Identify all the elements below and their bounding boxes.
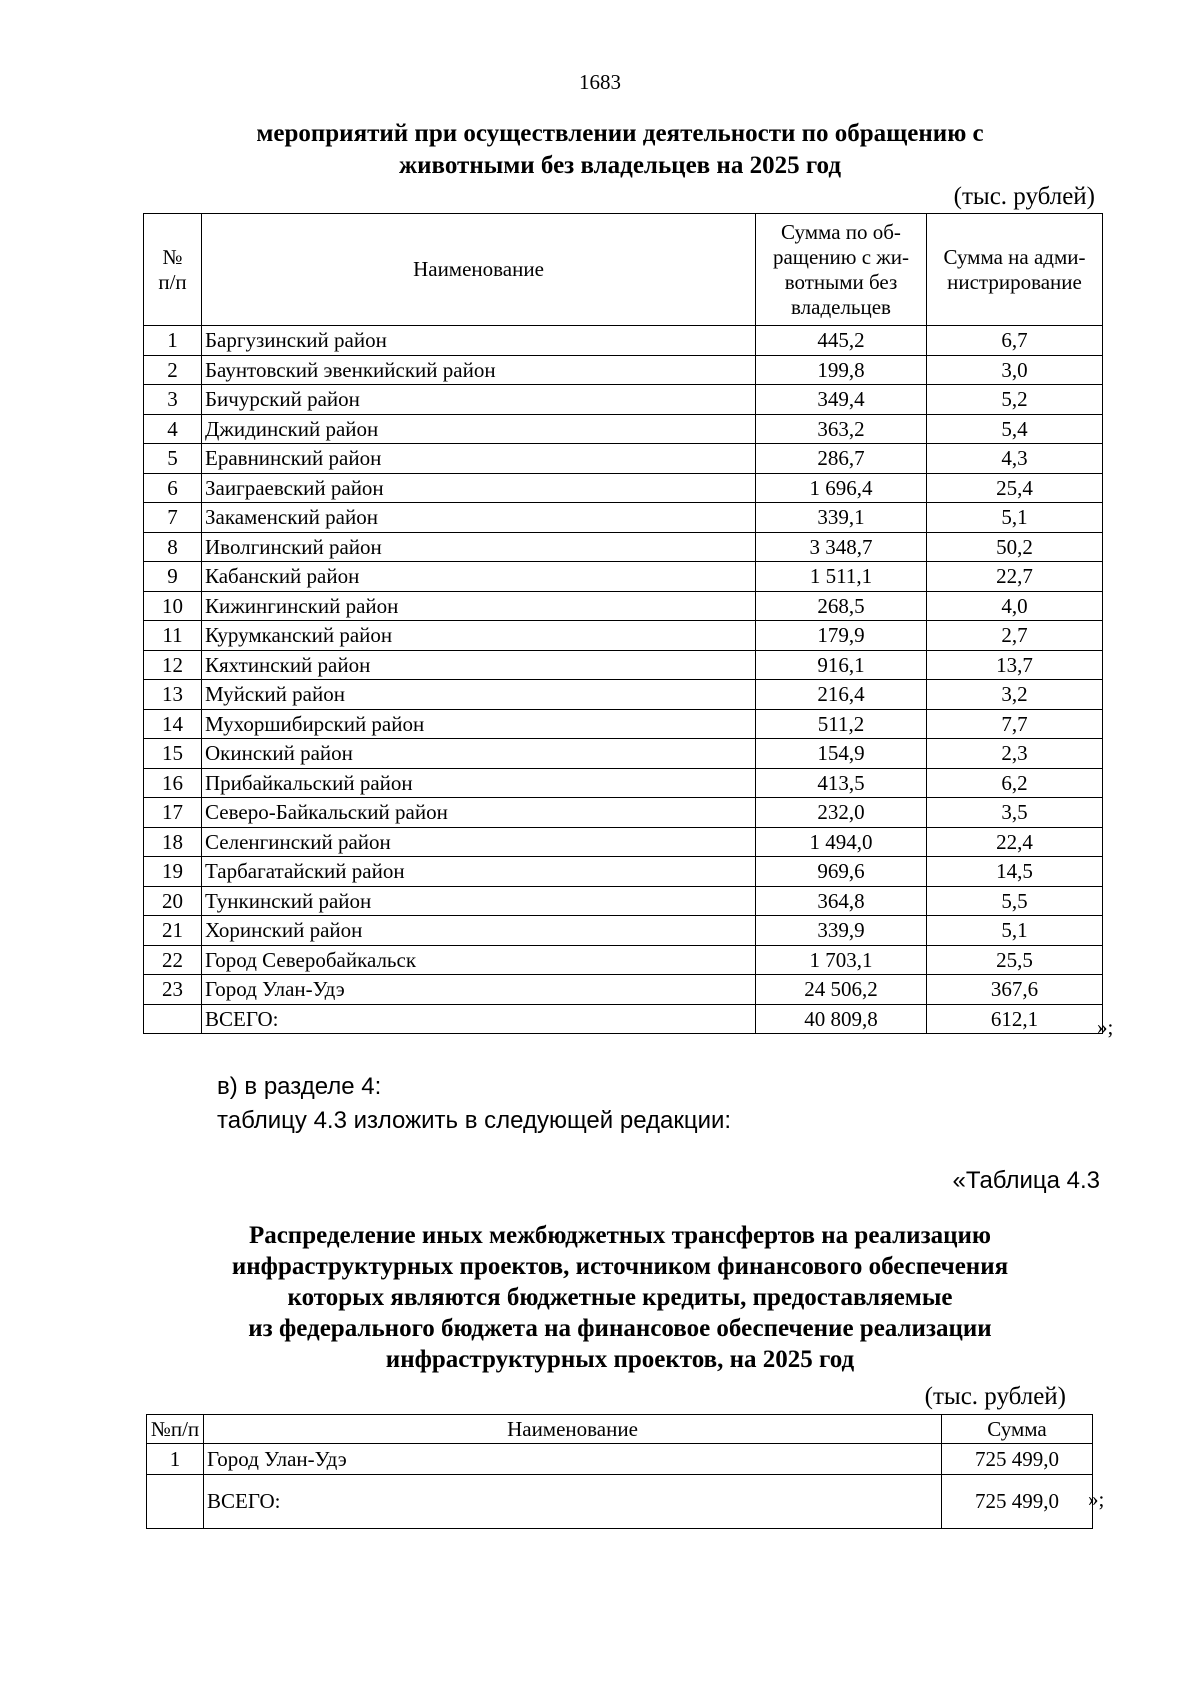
table-row <box>144 621 1103 651</box>
table-row <box>144 326 1103 356</box>
row-admin: 14,5 <box>927 857 1103 887</box>
row-num: 10 <box>144 591 202 621</box>
row-sum: 232,0 <box>756 798 927 828</box>
row-sum: 413,5 <box>756 768 927 798</box>
header-num: № п/п <box>144 214 202 326</box>
table-row <box>144 591 1103 621</box>
row-num: 8 <box>144 532 202 562</box>
row-sum: 511,2 <box>756 709 927 739</box>
row-admin: 5,1 <box>927 503 1103 533</box>
row-sum: 154,9 <box>756 739 927 769</box>
row-sum: 339,9 <box>756 916 927 946</box>
table-row <box>144 975 1103 1005</box>
row-name: Курумканский район <box>202 621 756 651</box>
row-name: Тарбагатайский район <box>202 857 756 887</box>
row-admin: 22,7 <box>927 562 1103 592</box>
row-sum: 725 499,0 <box>942 1444 1093 1475</box>
row-admin: 5,5 <box>927 886 1103 916</box>
row-name: Город Улан-Удэ <box>204 1444 942 1475</box>
row-sum: 179,9 <box>756 621 927 651</box>
row-num: 23 <box>144 975 202 1005</box>
row-admin: 3,5 <box>927 798 1103 828</box>
table-row <box>144 562 1103 592</box>
row-admin: 2,3 <box>927 739 1103 769</box>
row-num: 11 <box>144 621 202 651</box>
row-name: Еравнинский район <box>202 444 756 474</box>
table1-title <box>140 118 1100 182</box>
row-sum: 1 494,0 <box>756 827 927 857</box>
row-num: 12 <box>144 650 202 680</box>
row-name: Баунтовский эвенкийский район <box>202 355 756 385</box>
row-sum: 363,2 <box>756 414 927 444</box>
row-name: Город Северобайкальск <box>202 945 756 975</box>
row-admin: 7,7 <box>927 709 1103 739</box>
table-row <box>144 650 1103 680</box>
paragraph-section: в) в разделе 4: <box>217 1073 382 1100</box>
table2-title-line: из федерального бюджета на финансовое обеспечение реализации <box>248 1315 992 1342</box>
row-num: 5 <box>144 444 202 474</box>
table-row <box>144 768 1103 798</box>
row-num: 16 <box>144 768 202 798</box>
row-num: 3 <box>144 385 202 415</box>
table2-title <box>140 1220 1100 1375</box>
table-row-total <box>144 1004 1103 1034</box>
row-sum: 339,1 <box>756 503 927 533</box>
row-name: Баргузинский район <box>202 326 756 356</box>
row-admin: 13,7 <box>927 650 1103 680</box>
row-name: Северо-Байкальский район <box>202 798 756 828</box>
row-name: Селенгинский район <box>202 827 756 857</box>
row-num: 1 <box>144 326 202 356</box>
row-admin: 3,2 <box>927 680 1103 710</box>
table-row <box>144 886 1103 916</box>
row-name: Джидинский район <box>202 414 756 444</box>
table2-close-quote: »; <box>1088 1487 1105 1511</box>
row-sum: 286,7 <box>756 444 927 474</box>
table1 <box>143 213 1103 1034</box>
row-name: Закаменский район <box>202 503 756 533</box>
table-row <box>144 798 1103 828</box>
row-admin: 6,7 <box>927 326 1103 356</box>
row-name: Город Улан-Удэ <box>202 975 756 1005</box>
row-num: 9 <box>144 562 202 592</box>
table-row <box>144 945 1103 975</box>
row-num: 2 <box>144 355 202 385</box>
row-sum: 3 348,7 <box>756 532 927 562</box>
row-name: Прибайкальский район <box>202 768 756 798</box>
table-row-total <box>147 1475 1093 1529</box>
row-admin: 3,0 <box>927 355 1103 385</box>
row-name: Иволгинский район <box>202 532 756 562</box>
row-num: 13 <box>144 680 202 710</box>
table-row <box>144 355 1103 385</box>
row-sum: 199,8 <box>756 355 927 385</box>
row-sum: 916,1 <box>756 650 927 680</box>
row-sum: 1 703,1 <box>756 945 927 975</box>
row-name: ВСЕГО: <box>202 1004 756 1034</box>
row-num: 14 <box>144 709 202 739</box>
table1-unit: (тыс. рублей) <box>953 183 1095 210</box>
row-sum: 1 696,4 <box>756 473 927 503</box>
row-name: Окинский район <box>202 739 756 769</box>
table-row <box>144 827 1103 857</box>
table-row <box>144 503 1103 533</box>
row-num: 4 <box>144 414 202 444</box>
row-admin: 22,4 <box>927 827 1103 857</box>
table2-title-line: Распределение иных межбюджетных трансфертов на реализацию <box>248 1222 992 1249</box>
row-num: 7 <box>144 503 202 533</box>
page-number: 1683 <box>579 70 621 94</box>
row-num: 17 <box>144 798 202 828</box>
table1-header-row <box>144 214 1103 326</box>
row-admin: 4,3 <box>927 444 1103 474</box>
row-admin: 5,4 <box>927 414 1103 444</box>
table-row <box>144 739 1103 769</box>
table-row <box>144 916 1103 946</box>
row-sum: 445,2 <box>756 326 927 356</box>
header-admin: Сумма на адми- нистрирование <box>927 214 1103 326</box>
row-sum: 1 511,1 <box>756 562 927 592</box>
table1-close-quote: »; <box>1097 1015 1114 1039</box>
row-name: Кабанский район <box>202 562 756 592</box>
row-num: 1 <box>147 1444 204 1475</box>
row-sum: 216,4 <box>756 680 927 710</box>
row-num: 22 <box>144 945 202 975</box>
row-admin: 2,7 <box>927 621 1103 651</box>
table-row <box>144 680 1103 710</box>
row-sum: 349,4 <box>756 385 927 415</box>
row-sum: 969,6 <box>756 857 927 887</box>
row-num: 18 <box>144 827 202 857</box>
row-sum: 24 506,2 <box>756 975 927 1005</box>
row-admin: 25,5 <box>927 945 1103 975</box>
row-name: ВСЕГО: <box>204 1475 942 1529</box>
table-row <box>144 444 1103 474</box>
table-row <box>147 1444 1093 1475</box>
row-admin: 25,4 <box>927 473 1103 503</box>
row-num: 19 <box>144 857 202 887</box>
header-sum: Сумма по об- ращению с жи- вотными без владельцев <box>756 214 927 326</box>
row-name: Хоринский район <box>202 916 756 946</box>
table1-title-line: животными без владельцев на 2025 год <box>399 152 841 179</box>
row-num: 6 <box>144 473 202 503</box>
table2-unit: (тыс. рублей) <box>924 1383 1066 1410</box>
row-sum: 40 809,8 <box>756 1004 927 1034</box>
table2 <box>146 1414 1093 1529</box>
row-admin: 6,2 <box>927 768 1103 798</box>
row-num: 20 <box>144 886 202 916</box>
header-num: №п/п <box>147 1415 204 1444</box>
row-name: Кижингинский район <box>202 591 756 621</box>
row-name: Муйский район <box>202 680 756 710</box>
row-name: Кяхтинский район <box>202 650 756 680</box>
row-sum: 725 499,0 <box>942 1475 1093 1529</box>
table-row <box>144 857 1103 887</box>
row-name: Заиграевский район <box>202 473 756 503</box>
row-num: 21 <box>144 916 202 946</box>
table-row <box>144 709 1103 739</box>
row-num <box>147 1475 204 1529</box>
row-name: Тункинский район <box>202 886 756 916</box>
row-num: 15 <box>144 739 202 769</box>
table2-title-line: инфраструктурных проектов, источником финансового обеспечения <box>231 1253 1009 1280</box>
table2-label: «Таблица 4.3 <box>952 1167 1100 1194</box>
table-row <box>144 414 1103 444</box>
row-admin: 5,1 <box>927 916 1103 946</box>
table2-title-line: инфраструктурных проектов, на 2025 год <box>385 1346 855 1373</box>
row-name: Бичурский район <box>202 385 756 415</box>
table-row <box>144 532 1103 562</box>
table2-header-row <box>147 1415 1093 1444</box>
table2-title-line: которых являются бюджетные кредиты, предоставляемые <box>287 1284 953 1311</box>
header-name: Наименование <box>202 214 756 326</box>
row-admin: 5,2 <box>927 385 1103 415</box>
paragraph-instruction: таблицу 4.3 изложить в следующей редакции: <box>217 1107 732 1134</box>
row-admin: 50,2 <box>927 532 1103 562</box>
table-row <box>144 385 1103 415</box>
table1-title-line: мероприятий при осуществлении деятельности по обращению с <box>256 120 984 147</box>
table-row <box>144 473 1103 503</box>
row-admin: 612,1 <box>927 1004 1103 1034</box>
row-admin: 4,0 <box>927 591 1103 621</box>
row-sum: 364,8 <box>756 886 927 916</box>
row-sum: 268,5 <box>756 591 927 621</box>
header-name: Наименование <box>204 1415 942 1444</box>
row-admin: 367,6 <box>927 975 1103 1005</box>
header-sum: Сумма <box>942 1415 1093 1444</box>
row-name: Мухоршибирский район <box>202 709 756 739</box>
row-num <box>144 1004 202 1034</box>
